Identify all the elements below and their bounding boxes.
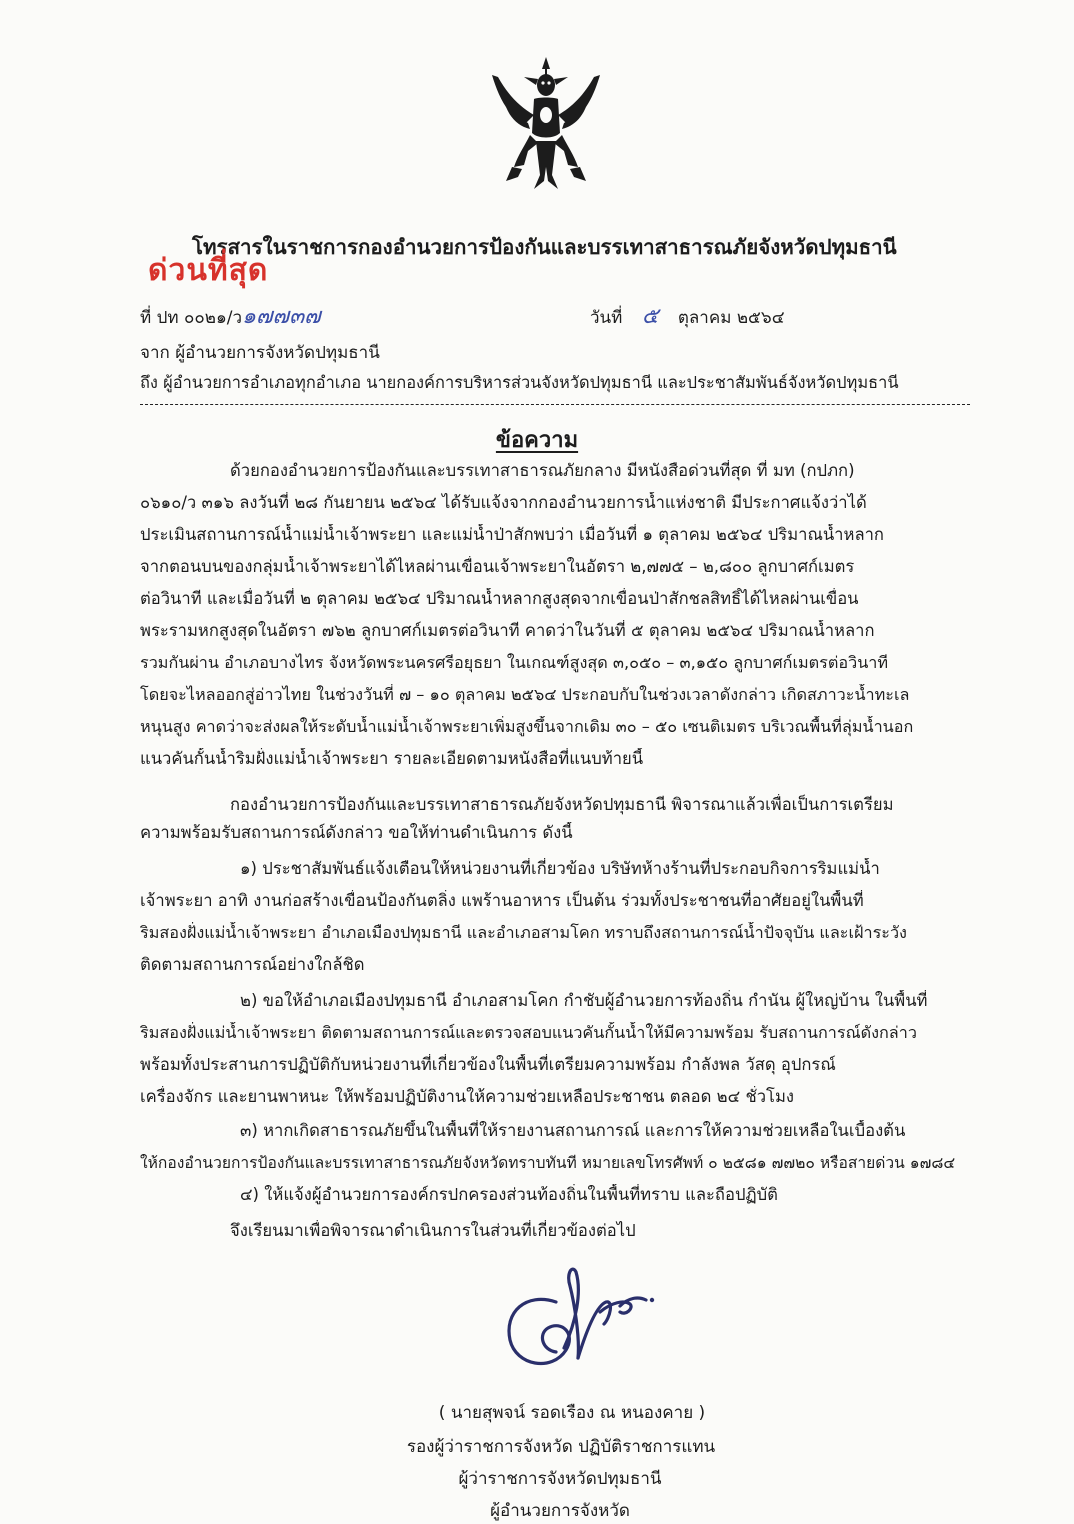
item2-line: ๒) ขอให้อำเภอเมืองปทุมธานี อำเภอสามโคก กำชับผู้อำนวยการท้องถิ่น กำนัน ผู้ใหญ่บ้าน ในพื้นที่: [240, 991, 928, 1010]
reference-number-handwritten: ๑๗๗๓๗: [242, 304, 321, 329]
item3-line: ๓) หากเกิดสาธารณภัยขึ้นในพื้นที่ให้รายงานสถานการณ์ และการให้ความช่วยเหลือในเบื้องต้น: [240, 1121, 906, 1140]
header-divider: [140, 404, 970, 405]
message-heading: ข้อความ: [495, 428, 579, 453]
reference-prefix: ที่ ปท ๐๐๒๑/ว: [140, 308, 243, 328]
para1-line: ๐๖๑๐/ว ๓๑๖ ลงวันที่ ๒๘ กันยายน ๒๕๖๔ ได้รับแจ้งจากกองอำนวยการน้ำแห่งชาติ มีประกาศแจ้งว่าได้: [140, 493, 867, 512]
para1-line: ด้วยกองอำนวยการป้องกันและบรรเทาสาธารณภัยกลาง มีหนังสือด่วนที่สุด ที่ มท (กปภก): [230, 461, 855, 480]
item4-line: ๔) ให้แจ้งผู้อำนวยการองค์กรปกครองส่วนท้องถิ่นในพื้นที่ทราบ และถือปฏิบัติ: [240, 1185, 778, 1204]
urgency-stamp: ด่วนที่สุด: [148, 253, 269, 288]
item1-line: ติดตามสถานการณ์อย่างใกล้ชิด: [140, 955, 365, 974]
para1-line: ต่อวินาที และเมื่อวันที่ ๒ ตุลาคม ๒๕๖๔ ปริมาณน้ำหลากสูงสุดจากเขื่อนป่าสักชลสิทธิ์ได้ไหลผ่านเขื่อน: [140, 589, 859, 608]
para1-line: รวมกันผ่าน อำเภอบางไทร จังหวัดพระนครศรีอยุธยา ในเกณฑ์สูงสุด ๓,๐๕๐ – ๓,๑๕๐ ลูกบาศก์เมตรต่อวินาที: [140, 653, 889, 672]
from-line: จาก ผู้อำนวยการจังหวัดปทุมธานี: [140, 343, 380, 363]
date-month-year: ตุลาคม ๒๕๖๔: [677, 308, 785, 328]
para2-line: กองอำนวยการป้องกันและบรรเทาสาธารณภัยจังหวัดปทุมธานี พิจารณาแล้วเพื่อเป็นการเตรียม: [230, 795, 894, 814]
signer-name: ( นายสุพจน์ รอดเรือง ณ หนองคาย ): [438, 1403, 706, 1423]
item3-line: ให้กองอำนวยการป้องกันและบรรเทาสาธารณภัยจังหวัดทราบทันที หมายเลขโทรศัพท์ ๐ ๒๕๘๑ ๗๗๒๐ หรือสายด่วน ๑๗๘๔: [140, 1154, 956, 1172]
date-day-handwritten: ๕: [641, 304, 659, 329]
handwritten-signature: [496, 1262, 666, 1392]
closing-line: จึงเรียนมาเพื่อพิจารณาดำเนินการในส่วนที่เกี่ยวข้องต่อไป: [230, 1221, 636, 1240]
item2-line: พร้อมทั้งประสานการปฏิบัติกับหน่วยงานที่เกี่ยวข้องในพื้นที่เตรียมความพร้อม กำลังพล วัสดุ อุปกรณ์: [140, 1055, 836, 1074]
date-line: [590, 306, 785, 329]
signer-position-3: ผู้อำนวยการจังหวัด: [490, 1501, 630, 1521]
item1-line: เจ้าพระยา อาทิ งานก่อสร้างเขื่อนป้องกันตลิ่ง แพร้านอาหาร เป็นต้น ร่วมทั้งประชาชนที่อาศัยอยู่ในพื้นที่: [140, 891, 864, 910]
signer-position-2: ผู้ว่าราชการจังหวัดปทุมธานี: [458, 1469, 662, 1489]
para2-line: ความพร้อมรับสถานการณ์ดังกล่าว ขอให้ท่านดำเนินการ ดังนี้: [140, 823, 573, 842]
to-line: ถึง ผู้อำนวยการอำเภอทุกอำเภอ นายกองค์การบริหารส่วนจังหวัดปทุมธานี และประชาสัมพันธ์จังหวัดปทุมธานี: [140, 373, 899, 392]
item2-line: ริมสองฝั่งแม่น้ำเจ้าพระยา ติดตามสถานการณ์และตรวจสอบแนวคันกั้นน้ำให้มีความพร้อม รับสถานการณ์ดังกล่าว: [140, 1023, 917, 1042]
garuda-emblem-icon: [484, 55, 608, 195]
item1-line: ริมสองฝั่งแม่น้ำเจ้าพระยา อำเภอเมืองปทุมธานี และอำเภอสามโคก ทราบถึงสถานการณ์น้ำปัจจุบัน และเฝ้าระวัง: [140, 923, 907, 942]
item1-line: ๑) ประชาสัมพันธ์แจ้งเตือนให้หน่วยงานที่เกี่ยวข้อง บริษัทห้างร้านที่ประกอบกิจการริมแม่น้ำ: [240, 859, 880, 878]
date-prefix: วันที่: [590, 308, 623, 328]
para1-line: ประเมินสถานการณ์น้ำแม่น้ำเจ้าพระยา และแม่น้ำป่าสักพบว่า เมื่อวันที่ ๑ ตุลาคม ๒๕๖๔ ปริมาณน้ำหลาก: [140, 525, 884, 544]
para1-line: พระรามหกสูงสุดในอัตรา ๗๖๒ ลูกบาศก์เมตรต่อวินาที คาดว่าในวันที่ ๕ ตุลาคม ๒๕๖๔ ปริมาณน้ำหลาก: [140, 621, 875, 640]
reference-line: [140, 306, 321, 329]
document-title: โทรสารในราชการกองอำนวยการป้องกันและบรรเทาสาธารณภัยจังหวัดปทุมธานี: [192, 235, 897, 259]
para1-line: แนวคันกั้นน้ำริมฝั่งแม่น้ำเจ้าพระยา รายละเอียดตามหนังสือที่แนบท้ายนี้: [140, 749, 644, 768]
signer-position-1: รองผู้ว่าราชการจังหวัด ปฏิบัติราชการแทน: [406, 1437, 716, 1457]
para1-line: หนุนสูง คาดว่าจะส่งผลให้ระดับน้ำแม่น้ำเจ้าพระยาเพิ่มสูงขึ้นจากเดิม ๓๐ – ๕๐ เซนติเมตร บริเวณพื้นที่ลุ่มน้ำนอก: [140, 717, 914, 736]
para1-line: โดยจะไหลออกสู่อ่าวไทย ในช่วงวันที่ ๗ – ๑๐ ตุลาคม ๒๕๖๔ ประกอบกับในช่วงเวลาดังกล่าว เกิดสภาวะน้ำทะเล: [140, 685, 910, 704]
para1-line: จากตอนบนของกลุ่มน้ำเจ้าพระยาได้ไหลผ่านเขื่อนเจ้าพระยาในอัตรา ๒,๗๗๕ – ๒,๘๐๐ ลูกบาศก์เมตร: [140, 557, 855, 576]
item2-line: เครื่องจักร และยานพาหนะ ให้พร้อมปฏิบัติงานให้ความช่วยเหลือประชาชน ตลอด ๒๔ ชั่วโมง: [140, 1087, 794, 1106]
